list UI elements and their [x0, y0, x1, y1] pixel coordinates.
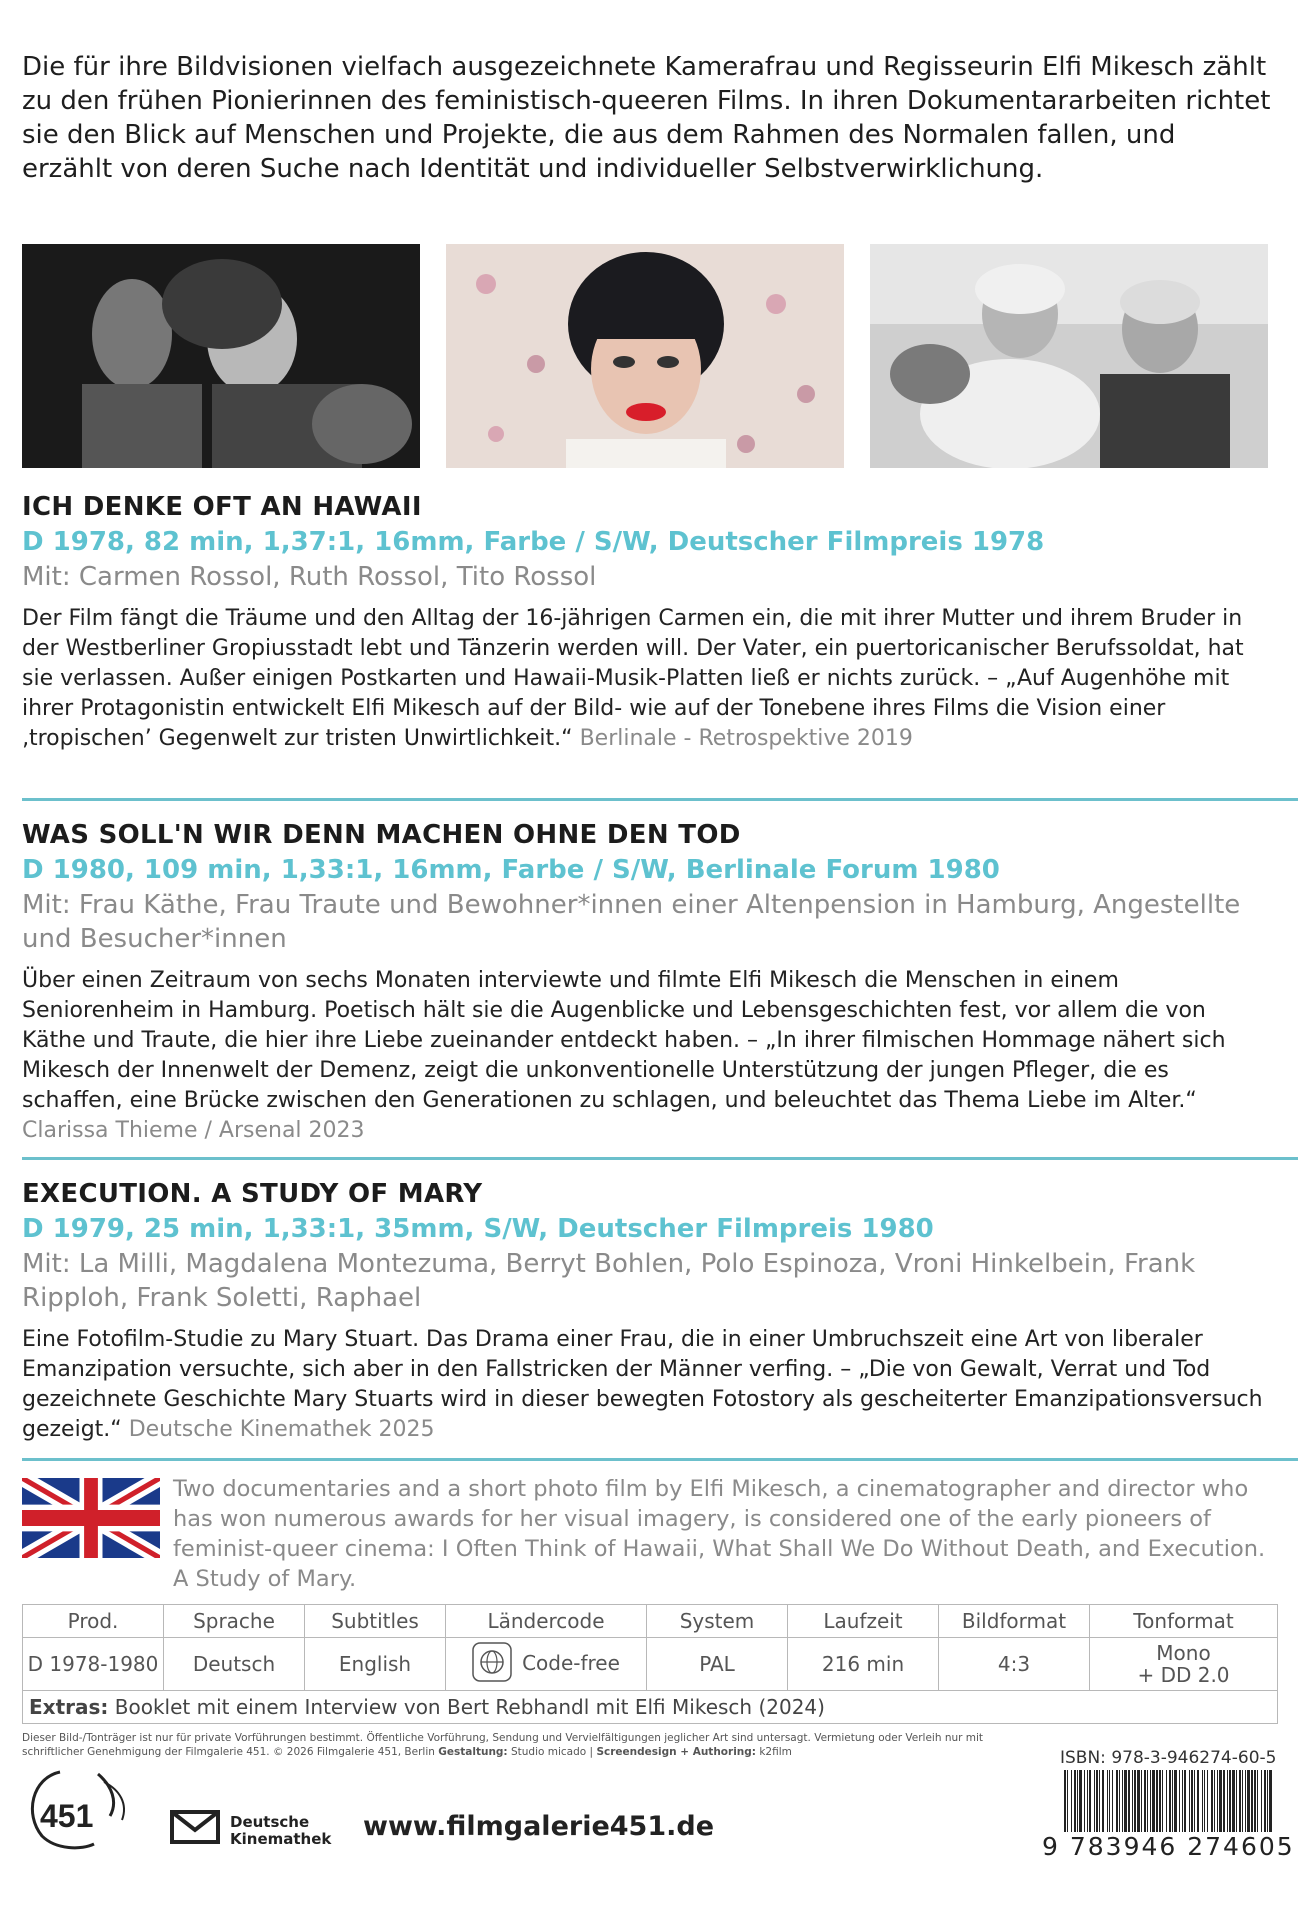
- film-cast: Mit: La Milli, Magdalena Montezuma, Berryt Bohlen, Polo Espinoza, Vroni Hinkelbein, Frank Ripploh, Frank Soletti, Raphael: [22, 1249, 1196, 1313]
- film-section-execution: [22, 1177, 1272, 1445]
- spec-header: Sprache: [164, 1605, 305, 1638]
- spec-value-system: PAL: [647, 1638, 788, 1691]
- film-still-elderly-women: [870, 244, 1268, 468]
- section-divider: [22, 1157, 1298, 1160]
- extras-label: Extras:: [29, 1695, 109, 1719]
- film-description: Über einen Zeitraum von sechs Monaten interviewte und filmte Elfi Mikesch die Menschen in einem Seniorenheim in Hamburg. Poetisch hält sie die Augenblicke und Lebensgeschichten fest, vor allem die von Käthe und Traute, die hier ihre Liebe zueinander entdeckt haben. – „In ihrer filmischen Hommage nähert sich Mikesch der Innenwelt der Demenz, zeigt die unkonventionelle Unterstützung der jungen Pfleger, die es schaffen, eine Brücke zwischen den Generationen zu schlagen, und beleuchtet das Thema Liebe im Alter.“ Clarissa Thieme / Arsenal 2023: [22, 968, 1226, 1143]
- deutsche-kinemathek-logo-text: Deutsche Kinemathek: [230, 1813, 332, 1848]
- spec-header: Laufzeit: [788, 1605, 939, 1638]
- svg-text:451: 451: [40, 1798, 94, 1834]
- film-cast: Mit: Frau Käthe, Frau Traute und Bewohner*innen einer Altenpension in Hamburg, Angestellte und Besucher*innen: [22, 890, 1241, 954]
- spec-value-sprache: Deutsch: [164, 1638, 305, 1691]
- film-tech-details: D 1978, 82 min, 1,37:1, 16mm, Farbe / S/W, Deutscher Filmpreis 1978: [22, 527, 1045, 557]
- film-title: EXECUTION. A STUDY OF MARY: [22, 1179, 483, 1209]
- spec-value-tonformat: Mono + DD 2.0: [1090, 1638, 1278, 1691]
- section-divider: [22, 798, 1298, 801]
- code-free-label: Code-free: [522, 1650, 620, 1675]
- spec-value-laendercode: [446, 1638, 647, 1691]
- website-url[interactable]: www.filmgalerie451.de: [363, 1811, 715, 1842]
- isbn-label: ISBN: 978-3-946274-60-5: [1060, 1748, 1277, 1768]
- film-description: Der Film fängt die Träume und den Alltag der 16-jährigen Carmen ein, die mit ihrer Mutter und ihrem Bruder in der Westberliner Gropiusstadt lebt und Tänzerin werden will. Der Vater, ein puertoricanischer Berufssoldat, hat sie verlassen. Außer einigen Postkarten und Hawaii-Musik-Platten ließ er nichts zurück. – „Auf Augenhöhe mit ihrer Protagonistin entwickelt Elfi Mikesch auf der Bild- wie auf der Tonebene ihres Films die Vision einer ‚tropischen’ Gegenwelt zur tristen Unwirtlichkeit.“ Berlinale - Retrospektive 2019: [22, 606, 1244, 751]
- extras-text: Booklet mit einem Interview von Bert Rebhandl mit Elfi Mikesch (2024): [114, 1695, 825, 1719]
- spec-value-prod: D 1978-1980: [23, 1638, 164, 1691]
- barcode-digits: 9 783946 274605: [1042, 1832, 1295, 1861]
- film-cast: Mit: Carmen Rossol, Ruth Rossol, Tito Rossol: [22, 562, 597, 592]
- spec-header: Tonformat: [1090, 1605, 1278, 1638]
- intro-text: Die für ihre Bildvisionen vielfach ausgezeichnete Kamerafrau und Regisseurin Elfi Mikesch zählt zu den frühen Pionierinnen des feministisch-queeren Films. In ihren Dokumentararbeiten richtet sie den Blick auf Menschen und Projekte, die aus dem Rahmen des Normalen fallen, und erzählt von deren Suche nach Identität und individueller Selbstverwirklichung.: [22, 52, 1271, 184]
- quote-source: Deutsche Kinemathek 2025: [128, 1417, 435, 1442]
- film-title: ICH DENKE OFT AN HAWAII: [22, 492, 422, 522]
- spec-value-laufzeit: 216 min: [788, 1638, 939, 1691]
- deutsche-kinemathek-logo-icon: [170, 1802, 220, 1844]
- film-section-hawaii: [22, 490, 1272, 754]
- globe-icon: [472, 1642, 512, 1687]
- film-section-tod: [22, 818, 1272, 1146]
- extras-row: [23, 1691, 1278, 1724]
- film-tech-details: D 1980, 109 min, 1,33:1, 16mm, Farbe / S/W, Berlinale Forum 1980: [22, 855, 1000, 885]
- spec-value-subtitles: English: [305, 1638, 446, 1691]
- spec-value-bildformat: 4:3: [939, 1638, 1090, 1691]
- film-description: Eine Fotofilm-Studie zu Mary Stuart. Das Drama einer Frau, die in einer Umbruchszeit eine Art von liberaler Emanzipation versuchte, sich aber in den Fallstricken der Männer verfing. – „Die von Gewalt, Verrat und Tod gezeichnete Geschichte Mary Stuarts wird in dieser bewegten Fotostory als gescheiterter Emanzipationsversuch gezeigt.“ Deutsche Kinemathek 2025: [22, 1327, 1263, 1442]
- spec-header: System: [647, 1605, 788, 1638]
- spec-header: Prod.: [23, 1605, 164, 1638]
- section-divider: [22, 1458, 1298, 1461]
- film-still-girl-portrait: [446, 244, 844, 468]
- filmgalerie-451-logo: [20, 1764, 135, 1854]
- legal-notice: Dieser Bild-/Tonträger ist nur für private Vorführungen bestimmt. Öffentliche Vorführung, Sendung und Vervielfältigungen jeglicher Art sind untersagt. Vermietung oder Verleih nur mit schriftlicher Genehmigung der Filmgalerie 451. © 2026 Filmgalerie 451, Berlin Gestaltung: Studio micado | Screendesign + Authoring: k2film: [22, 1732, 984, 1758]
- spec-header: Ländercode: [446, 1605, 647, 1638]
- film-tech-details: D 1979, 25 min, 1,33:1, 35mm, S/W, Deutscher Filmpreis 1980: [22, 1214, 934, 1244]
- quote-source: Berlinale - Retrospektive 2019: [579, 726, 913, 751]
- english-summary: Two documentaries and a short photo film by Elfi Mikesch, a cinematographer and director who has won numerous awards for her visual imagery, is considered one of the early pioneers of feminist-queer cinema: I Often Think of Hawaii, What Shall We Do Without Death, and Execution. A Study of Mary.: [173, 1476, 1266, 1592]
- film-title: WAS SOLL'N WIR DENN MACHEN OHNE DEN TOD: [22, 820, 741, 850]
- spec-header: Subtitles: [305, 1605, 446, 1638]
- specs-table: [22, 1604, 1278, 1724]
- uk-flag-icon: [22, 1478, 160, 1558]
- film-still-hawaii-dancers: [22, 244, 420, 468]
- quote-source: Clarissa Thieme / Arsenal 2023: [22, 1118, 365, 1143]
- spec-header: Bildformat: [939, 1605, 1090, 1638]
